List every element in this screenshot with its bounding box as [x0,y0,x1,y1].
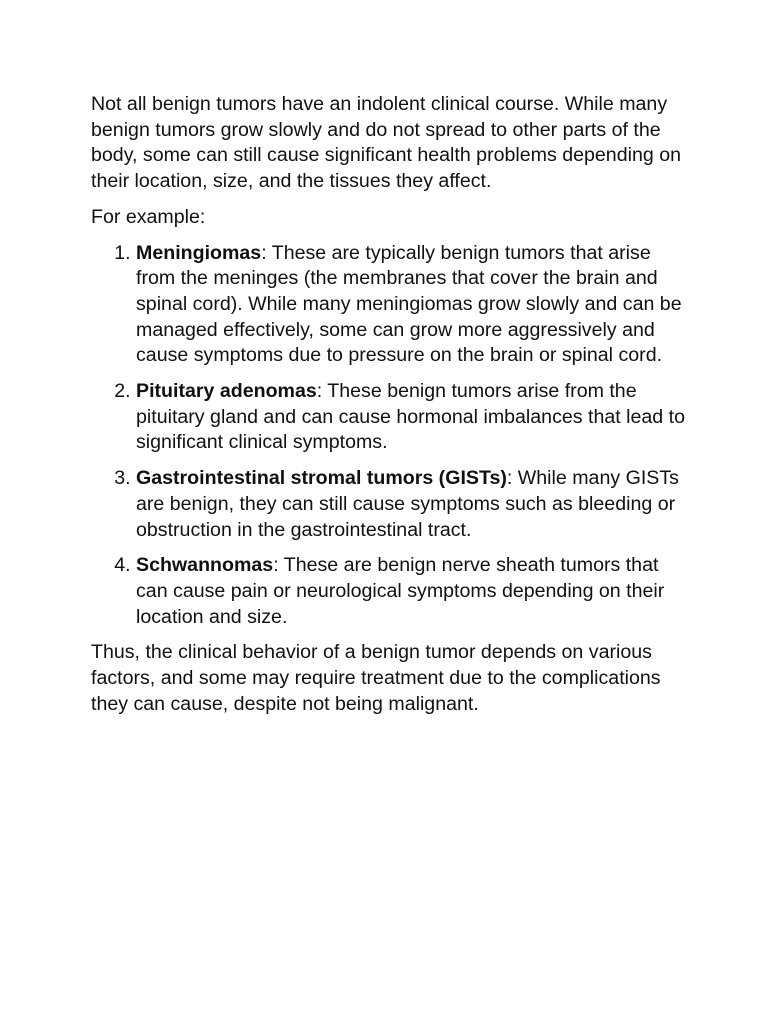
list-item-term: Gastrointestinal stromal tumors (GISTs) [136,467,507,490]
lead-in-paragraph: For example: [91,205,206,228]
conclusion-paragraph: Thus, the clinical behavior of a benign tumor depends on various factors, and some may require treatment due to the complications they can cause, despite not being malignant. [91,641,661,715]
intro-paragraph: Not all benign tumors have an indolent clinical course. While many benign tumors grow slowly and do not spread to other parts of the body, some can still cause significant health problems depending on their location, size, and the tissues they affect. [91,93,681,193]
list-item-term: Schwannomas [136,554,274,577]
list-item [136,466,691,543]
list-item [136,379,691,456]
document-page [91,92,691,727]
list-item-text: : These are benign nerve sheath tumors that can cause pain or neurological symptoms depending on their location and size. [136,554,665,628]
list-item-term: Meningiomas [136,241,262,264]
list-item-text: : These benign tumors arise from the pituitary gland and can cause hormonal imbalances that lead to significant clinical symptoms. [136,380,685,454]
list-item-text: : These are typically benign tumors that arise from the meninges (the membranes that cover the brain and spinal cord). While many meningiomas grow slowly and can be managed effectively, some can grow more aggressively and cause symptoms due to pressure on the brain or spinal cord. [136,241,682,367]
tumor-examples-list [91,241,691,631]
list-item-text: : While many GISTs are benign, they can still cause symptoms such as bleeding or obstruction in the gastrointestinal tract. [136,467,679,541]
list-item [136,241,691,370]
list-item [136,553,691,630]
list-item-term: Pituitary adenomas [136,380,317,403]
